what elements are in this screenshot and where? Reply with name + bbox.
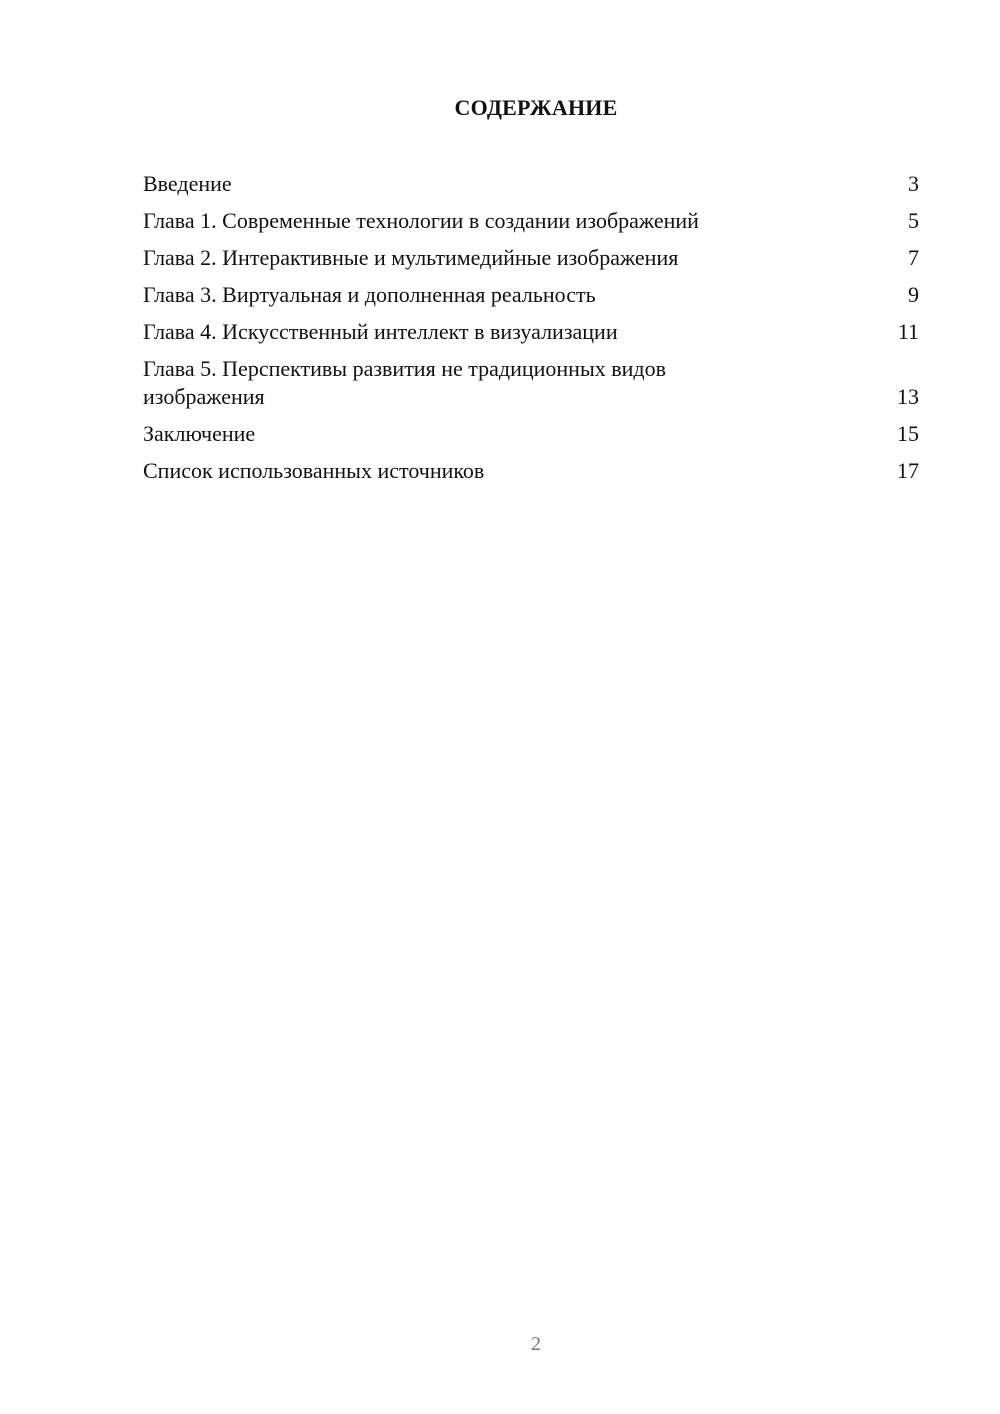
toc-entry-page: 17	[897, 458, 919, 483]
table-of-contents	[143, 170, 919, 494]
page-title: СОДЕРЖАНИЕ	[454, 95, 618, 120]
toc-entry-text: Заключение	[143, 421, 256, 446]
toc-entry-text: Глава 3. Виртуальная и дополненная реальность	[143, 282, 596, 307]
toc-entry-page: 15	[897, 421, 919, 446]
toc-entry-text: Глава 4. Искусственный интеллект в визуализации	[143, 319, 618, 344]
toc-entry-page: 9	[908, 282, 919, 307]
toc-entry-text: Глава 1. Современные технологии в создании изображений	[143, 208, 699, 233]
toc-entry-text: Введение	[143, 171, 232, 196]
toc-entry-page: 7	[908, 245, 919, 270]
toc-entry-page: 3	[908, 171, 919, 196]
toc-entry-chapter-4	[143, 318, 919, 346]
toc-entry-text: Список использованных источников	[143, 458, 485, 483]
toc-entry-references	[143, 457, 919, 485]
toc-entry-chapter-1	[143, 207, 919, 235]
toc-entry-chapter-3	[143, 281, 919, 309]
toc-entry-introduction	[143, 170, 919, 198]
toc-entry-chapter-5	[143, 355, 919, 411]
toc-entry-chapter-2	[143, 244, 919, 272]
toc-entry-page: 13	[897, 384, 919, 409]
toc-entry-text: Глава 5. Перспективы развития не традиционных видов изображения	[143, 356, 666, 409]
toc-entry-page: 5	[908, 208, 919, 233]
toc-entry-page: 11	[897, 319, 919, 344]
toc-entry-conclusion	[143, 420, 919, 448]
page-number: 2	[531, 1333, 541, 1355]
toc-entry-text: Глава 2. Интерактивные и мультимедийные изображения	[143, 245, 679, 270]
